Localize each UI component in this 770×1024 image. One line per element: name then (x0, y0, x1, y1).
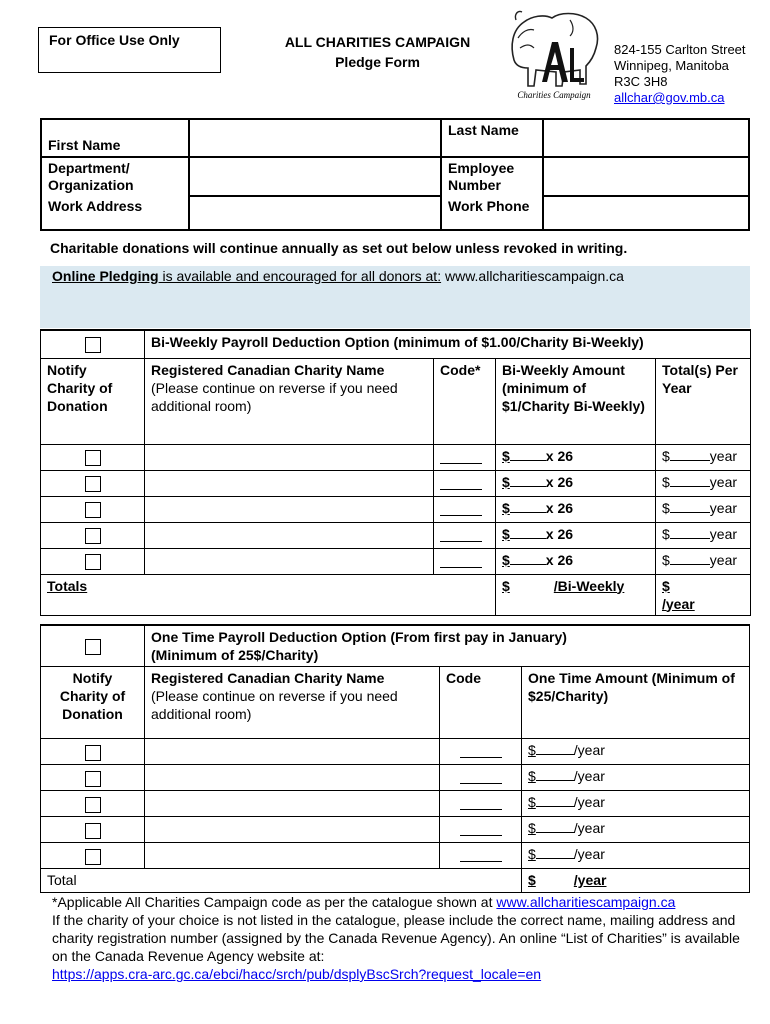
code-field[interactable] (460, 822, 502, 836)
biweekly-amount-cell (496, 522, 656, 548)
yearly-total-field[interactable] (670, 525, 710, 539)
year-unit: /year (573, 742, 605, 758)
times-26: x 26 (545, 551, 574, 568)
notify-cell (41, 843, 145, 869)
year-unit: /year (573, 794, 605, 810)
code-cell (440, 791, 522, 817)
biweekly-row (41, 548, 751, 574)
footnote-text: *Applicable All Charities Campaign code as per the catalogue shown at (52, 894, 497, 910)
onetime-row (41, 817, 750, 843)
yearly-total-field[interactable] (670, 447, 710, 461)
notify-cell (41, 444, 145, 470)
notify-cell (41, 765, 145, 791)
code-cell (440, 765, 522, 791)
yearly-total-cell (656, 496, 751, 522)
online-pledging-text: is available and encouraged for all donors at: (158, 268, 442, 284)
employee-number-label: Employee Number (441, 157, 543, 196)
notify-checkbox[interactable] (85, 849, 101, 865)
footnote-line2: If the charity of your choice is not listed in the catalogue, please include the correct name, mailing address and charity registration number (assigned by the Canada Revenue Agency). An online “List of Charities” is available on the Canada Revenue Agency website at: (52, 912, 740, 964)
notify-checkbox[interactable] (85, 823, 101, 839)
biweekly-totals-amount (496, 574, 656, 615)
yearly-total-cell (656, 522, 751, 548)
charity-name-field[interactable] (145, 444, 434, 470)
charity-name-field[interactable] (145, 843, 440, 869)
biweekly-amount-field[interactable] (510, 499, 546, 513)
onetime-total-label: Total (41, 869, 522, 893)
last-name-label: Last Name (441, 119, 543, 157)
onetime-amount-field[interactable] (536, 767, 574, 781)
biweekly-deduction-table (40, 329, 751, 616)
yearly-total-field[interactable] (670, 551, 710, 565)
year-unit: year (709, 447, 738, 464)
code-field[interactable] (440, 528, 482, 542)
online-pledging-banner (40, 266, 750, 328)
notify-cell (41, 496, 145, 522)
code-cell (434, 496, 496, 522)
biweekly-totals-unit: /Bi-Weekly (553, 577, 625, 594)
code-field[interactable] (440, 476, 482, 490)
onetime-title: One Time Payroll Deduction Option (From first pay in January) (151, 629, 567, 645)
dollar-sign: $ (502, 577, 510, 594)
biweekly-amount-field[interactable] (510, 551, 546, 565)
dollar-sign: $ (662, 525, 670, 542)
yearly-total-field[interactable] (670, 473, 710, 487)
onetime-row (41, 765, 750, 791)
online-pledging-url[interactable]: www.allcharitiescampaign.ca (441, 268, 624, 284)
onetime-amount-cell (522, 843, 750, 869)
biweekly-amount-field[interactable] (510, 525, 546, 539)
notify-cell (41, 522, 145, 548)
onetime-option-cell (41, 625, 145, 667)
notify-checkbox[interactable] (85, 528, 101, 544)
online-pledging-label: Online Pledging (52, 268, 159, 284)
onetime-amount-cell (522, 817, 750, 843)
dollar-sign: $ (502, 551, 510, 568)
biweekly-row (41, 444, 751, 470)
yearly-total-field[interactable] (670, 499, 710, 513)
dollar-sign: $ (502, 447, 510, 464)
dollar-sign: $ (528, 768, 536, 784)
employee-number-field[interactable] (543, 157, 749, 196)
dollar-sign: $ (528, 820, 536, 836)
yearly-total-cell (656, 444, 751, 470)
biweekly-row (41, 522, 751, 548)
biweekly-totals-label: Totals (41, 574, 434, 615)
code-field[interactable] (460, 744, 502, 758)
charity-name-field[interactable] (145, 548, 434, 574)
onetime-charity-name-header: Registered Canadian Charity Name (151, 670, 385, 686)
onetime-code-header: Code (440, 667, 522, 739)
biweekly-charity-note: (Please continue on reverse if you need additional room) (151, 379, 398, 414)
onetime-amount-cell (522, 765, 750, 791)
notify-cell (41, 739, 145, 765)
charity-name-field[interactable] (145, 817, 440, 843)
onetime-row (41, 739, 750, 765)
code-field[interactable] (460, 770, 502, 784)
onetime-amount-field[interactable] (536, 819, 574, 833)
biweekly-amount-cell (496, 470, 656, 496)
work-phone-label: Work Phone (441, 196, 543, 230)
charity-name-field[interactable] (145, 470, 434, 496)
onetime-charity-note: (Please continue on reverse if you need additional room) (151, 688, 398, 722)
code-field[interactable] (460, 796, 502, 810)
biweekly-charity-header (145, 358, 434, 444)
year-unit: /year (573, 846, 605, 862)
onetime-charity-header (145, 667, 440, 739)
times-26: x 26 (545, 473, 574, 490)
biweekly-row (41, 470, 751, 496)
onetime-title-cell (145, 625, 750, 667)
code-field[interactable] (440, 554, 482, 568)
code-cell (434, 522, 496, 548)
notify-cell (41, 791, 145, 817)
notify-checkbox[interactable] (85, 797, 101, 813)
first-name-field[interactable] (189, 119, 441, 157)
biweekly-totals-year (656, 574, 751, 615)
notify-cell (41, 470, 145, 496)
code-cell (434, 548, 496, 574)
year-unit: year (709, 551, 738, 568)
biweekly-row (41, 496, 751, 522)
charity-name-field[interactable] (145, 522, 434, 548)
biweekly-charity-name-header: Registered Canadian Charity Name (151, 361, 385, 378)
code-cell (434, 444, 496, 470)
biweekly-amount-cell (496, 444, 656, 470)
yearly-total-cell (656, 470, 751, 496)
department-label: Department/ Organization (41, 157, 189, 196)
times-26: x 26 (545, 499, 574, 516)
revocation-statement: Charitable donations will continue annually as set out below unless revoked in writing. (50, 240, 628, 256)
year-unit: year (709, 525, 738, 542)
address-line3: R3C 3H8 (614, 74, 668, 89)
logo-text: Charities Campaign (517, 90, 591, 100)
times-26: x 26 (545, 525, 574, 542)
onetime-amount-header: One Time Amount (Minimum of $25/Charity) (522, 667, 750, 739)
onetime-total-amount (522, 869, 750, 893)
dollar-sign: $ (662, 551, 670, 568)
onetime-minimum: (Minimum of 25$/Charity) (151, 647, 319, 663)
code-field[interactable] (460, 848, 502, 862)
dollar-sign: $ (502, 525, 510, 542)
cra-link[interactable]: https://apps.cra-arc.gc.ca/ebci/hacc/srch/pub/dsplyBscSrch?request_locale=en (52, 966, 542, 982)
biweekly-amount-cell (496, 496, 656, 522)
last-name-field[interactable] (543, 119, 749, 157)
notify-checkbox[interactable] (85, 502, 101, 518)
first-name-label: First Name (41, 119, 189, 157)
biweekly-code-header: Code* (434, 358, 496, 444)
biweekly-title: Bi-Weekly Payroll Deduction Option (minimum of $1.00/Charity Bi-Weekly) (145, 330, 751, 358)
buffalo-logo (500, 8, 608, 102)
biweekly-option-checkbox[interactable] (85, 337, 101, 353)
work-address-label: Work Address (41, 196, 189, 230)
code-field[interactable] (440, 450, 482, 464)
year-unit: /year (573, 820, 605, 836)
notify-checkbox[interactable] (85, 554, 101, 570)
year-unit: year (709, 473, 738, 490)
notify-checkbox[interactable] (85, 745, 101, 761)
dollar-sign: $ (528, 872, 536, 888)
biweekly-total-header: Total(s) Per Year (656, 358, 751, 444)
biweekly-amount-cell (496, 548, 656, 574)
charity-name-field[interactable] (145, 791, 440, 817)
year-unit: year (709, 499, 738, 516)
notify-cell (41, 548, 145, 574)
address-line1: 824-155 Carlton Street (614, 42, 746, 57)
yearly-total-cell (656, 548, 751, 574)
department-field[interactable] (189, 157, 441, 196)
dollar-sign: $ (662, 447, 670, 464)
onetime-option-checkbox[interactable] (85, 639, 101, 655)
footnote-line1 (52, 893, 752, 911)
onetime-notify-header: Notify Charity of Donation (41, 667, 145, 739)
code-cell (440, 817, 522, 843)
dollar-sign: $ (528, 794, 536, 810)
onetime-amount-cell (522, 791, 750, 817)
address-line2: Winnipeg, Manitoba (614, 58, 729, 73)
dollar-sign: $ (502, 499, 510, 516)
biweekly-amount-header: Bi-Weekly Amount (minimum of $1/Charity Bi-Weekly) (496, 358, 656, 444)
notify-checkbox[interactable] (85, 450, 101, 466)
charity-name-field[interactable] (145, 496, 434, 522)
biweekly-totals-spacer (434, 574, 496, 615)
onetime-row (41, 843, 750, 869)
email-link[interactable]: allchar@gov.mb.ca (614, 90, 725, 105)
dollar-sign: $ (528, 742, 536, 758)
code-cell (440, 739, 522, 765)
biweekly-totals-year-unit: /year (662, 595, 695, 612)
pledge-form-title: Pledge Form (335, 54, 420, 70)
dollar-sign: $ (662, 473, 670, 490)
catalogue-link[interactable]: www.allcharitiescampaign.ca (496, 894, 676, 910)
form-title (250, 32, 505, 72)
notify-checkbox[interactable] (85, 476, 101, 492)
charity-name-field[interactable] (145, 739, 440, 765)
donor-info-table (40, 118, 750, 231)
charity-name-field[interactable] (145, 765, 440, 791)
dollar-sign: $ (662, 499, 670, 516)
work-phone-field[interactable] (543, 196, 749, 230)
code-field[interactable] (440, 502, 482, 516)
notify-cell (41, 817, 145, 843)
notify-checkbox[interactable] (85, 771, 101, 787)
work-address-field[interactable] (189, 196, 441, 230)
code-cell (440, 843, 522, 869)
biweekly-amount-field[interactable] (510, 447, 546, 461)
dollar-sign: $ (528, 846, 536, 862)
onetime-amount-cell (522, 739, 750, 765)
dollar-sign: $ (662, 577, 670, 594)
onetime-total-unit: /year (573, 872, 607, 888)
onetime-amount-field[interactable] (536, 845, 574, 859)
times-26: x 26 (545, 447, 574, 464)
onetime-deduction-table (40, 624, 750, 893)
biweekly-notify-header: Notify Charity of Donation (41, 358, 145, 444)
biweekly-amount-field[interactable] (510, 473, 546, 487)
onetime-amount-field[interactable] (536, 741, 574, 755)
footnotes (52, 893, 752, 983)
year-unit: /year (573, 768, 605, 784)
onetime-amount-field[interactable] (536, 793, 574, 807)
office-use-box (38, 27, 221, 73)
campaign-title: ALL CHARITIES CAMPAIGN (284, 34, 471, 50)
onetime-row (41, 791, 750, 817)
dollar-sign: $ (502, 473, 510, 490)
biweekly-option-cell (41, 330, 145, 358)
office-use-label: For Office Use Only (49, 32, 180, 48)
code-cell (434, 470, 496, 496)
address-block (614, 42, 746, 106)
